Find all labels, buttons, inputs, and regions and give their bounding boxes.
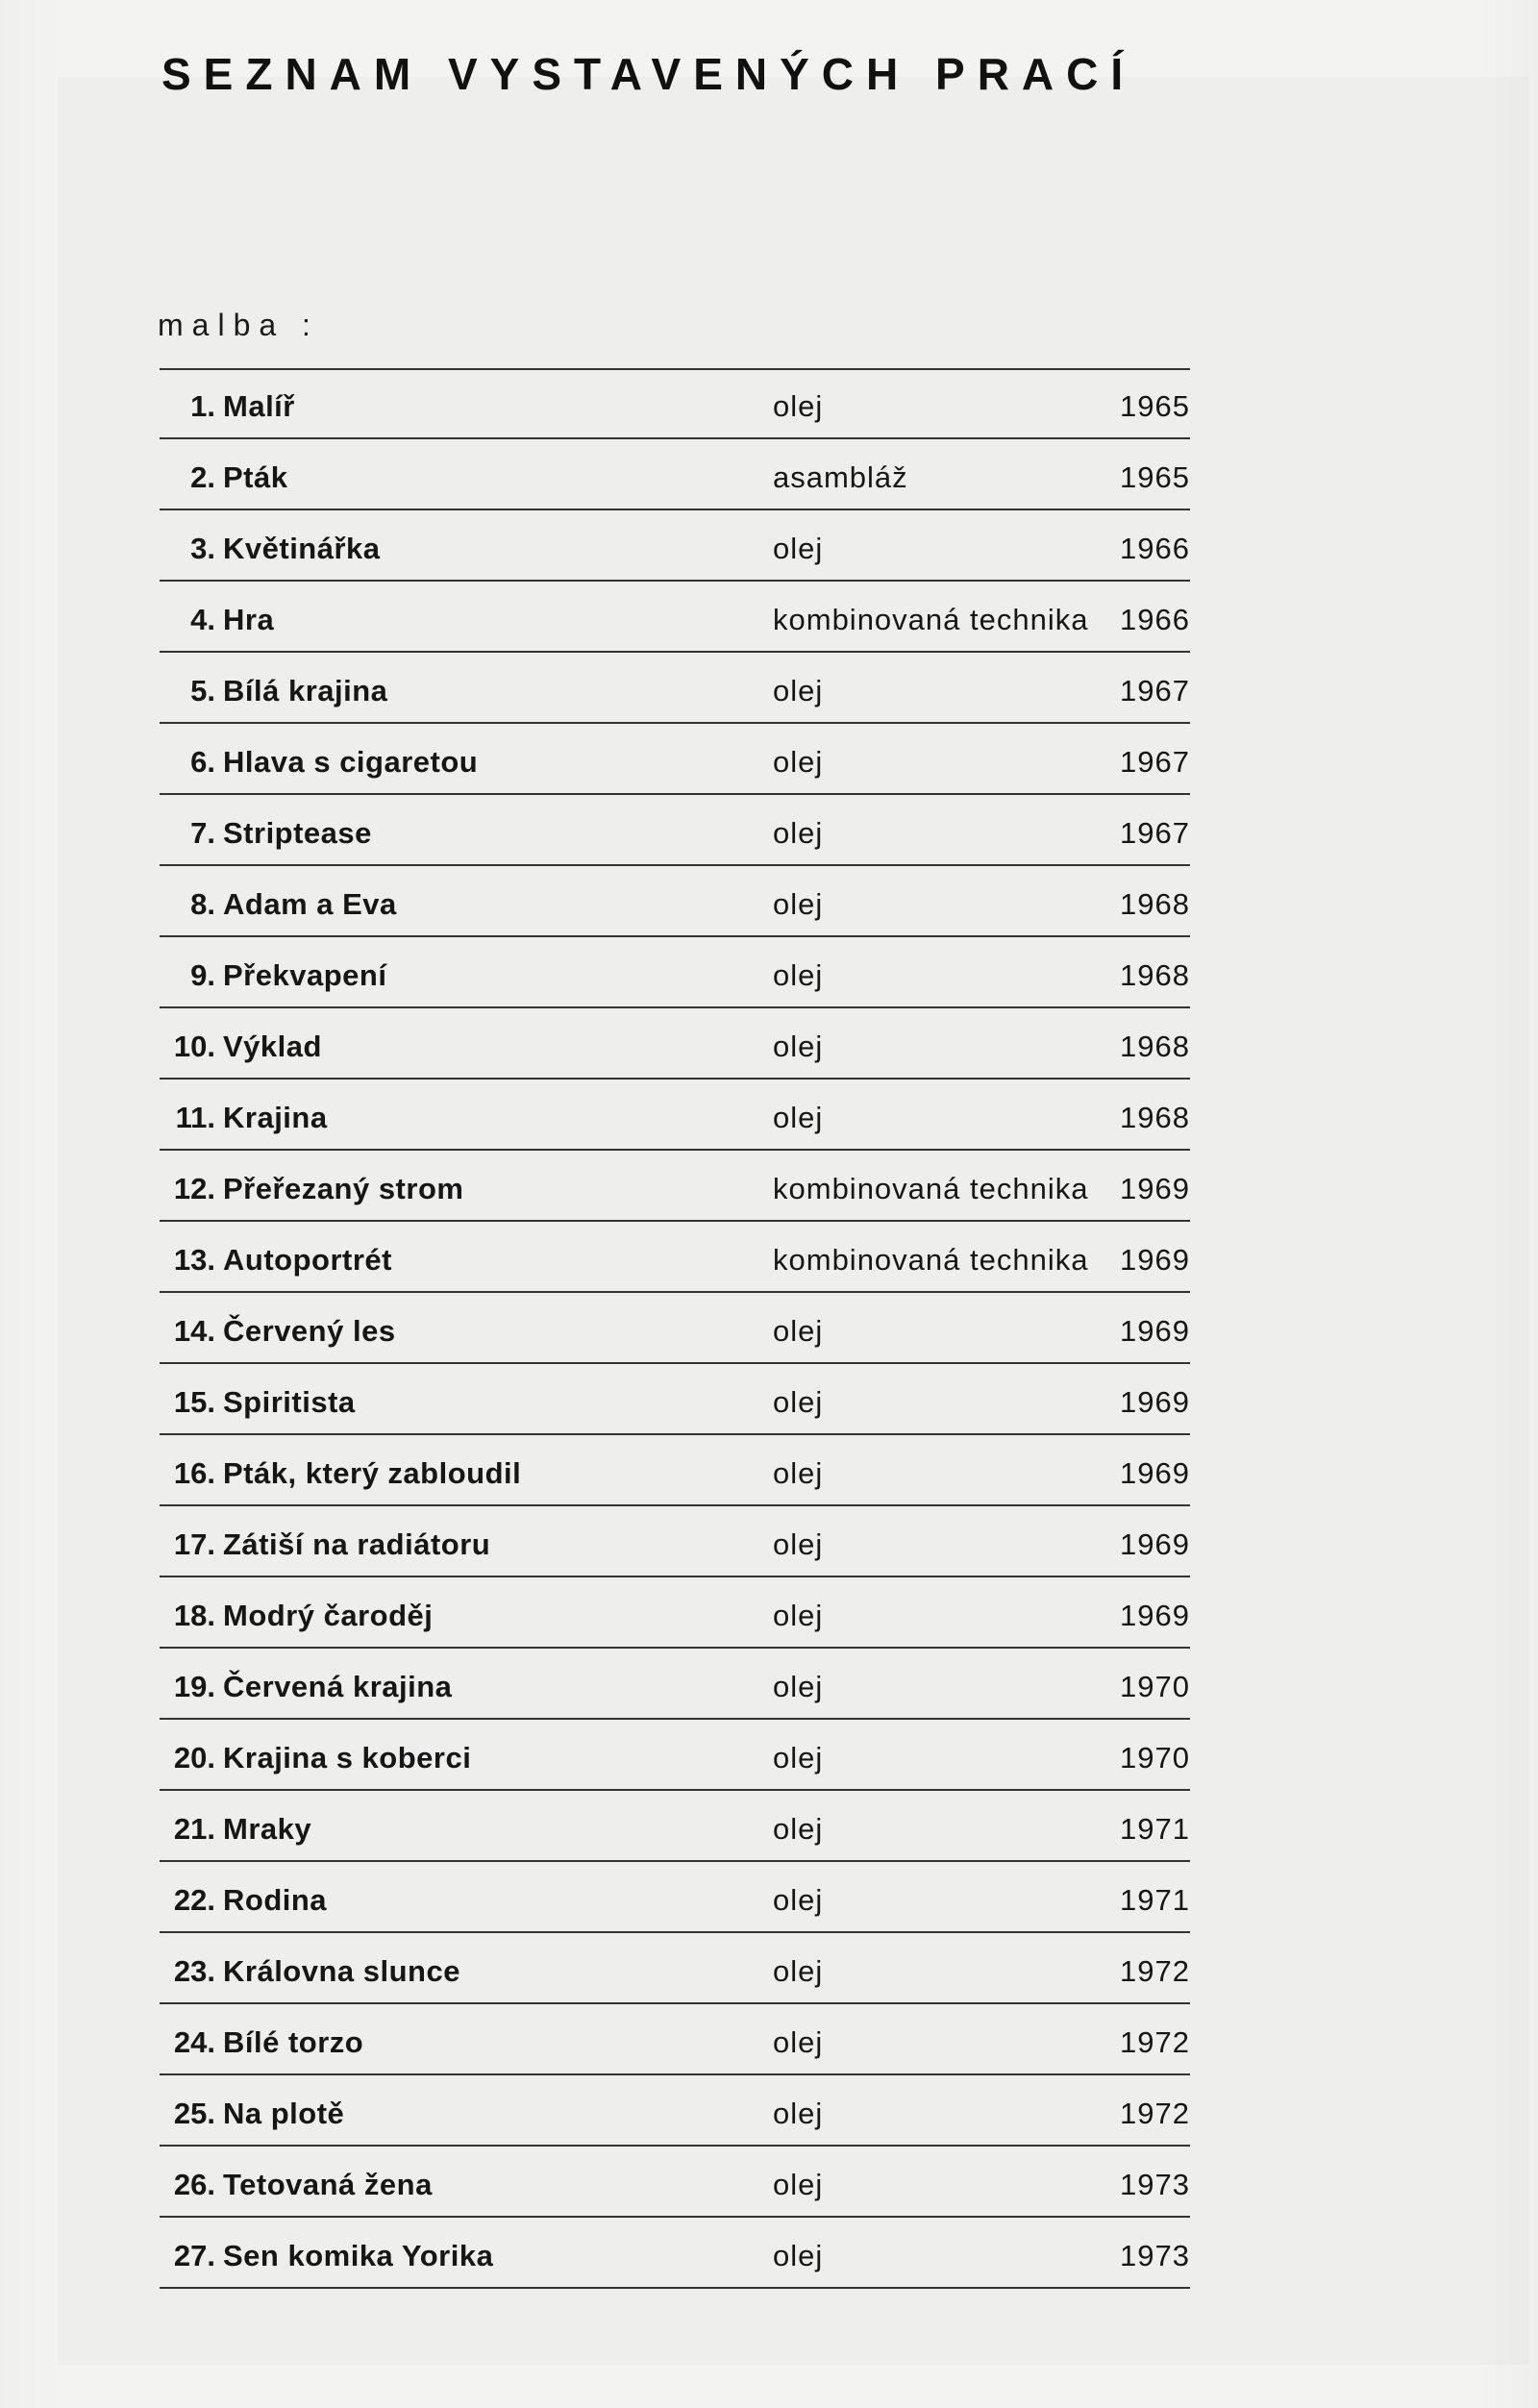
work-title: Malíř <box>223 389 295 423</box>
work-title: Adam a Eva <box>223 887 397 921</box>
work-title: Bílé torzo <box>223 2025 364 2059</box>
table-row <box>160 2220 1190 2289</box>
work-year: 1967 <box>1120 674 1190 708</box>
work-year: 1966 <box>1120 603 1190 636</box>
work-title: Striptease <box>223 816 372 850</box>
work-technique: olej <box>773 1670 824 1703</box>
work-number: 20. <box>173 1741 215 1775</box>
work-year: 1969 <box>1120 1243 1190 1277</box>
work-year: 1968 <box>1120 1030 1190 1063</box>
work-title: Výklad <box>223 1030 322 1063</box>
work-year: 1969 <box>1120 1527 1190 1561</box>
work-technique: olej <box>773 1030 824 1063</box>
work-title: Krajina <box>223 1101 328 1134</box>
work-technique: kombinovaná technika <box>773 603 1089 636</box>
work-number: 5. <box>190 674 215 708</box>
work-number: 17. <box>173 1527 215 1561</box>
work-title: Autoportrét <box>223 1243 392 1277</box>
work-number: 19. <box>173 1670 215 1703</box>
work-number: 23. <box>173 1954 215 1988</box>
work-year: 1965 <box>1120 389 1190 423</box>
work-number: 27. <box>173 2239 215 2272</box>
work-title: Sen komika Yorika <box>223 2239 494 2272</box>
work-number: 22. <box>173 1883 215 1917</box>
work-number: 9. <box>190 958 215 992</box>
work-year: 1973 <box>1120 2168 1190 2201</box>
work-number: 1. <box>190 389 215 423</box>
work-technique: olej <box>773 674 824 708</box>
work-year: 1969 <box>1120 1456 1190 1490</box>
work-title: Tetovaná žena <box>223 2168 433 2201</box>
work-title: Mraky <box>223 1812 312 1846</box>
work-technique: olej <box>773 532 824 565</box>
work-year: 1971 <box>1120 1883 1190 1917</box>
table-row <box>160 512 1190 582</box>
work-technique: olej <box>773 2239 824 2272</box>
table-row <box>160 2006 1190 2075</box>
work-title: Spiritista <box>223 1385 356 1419</box>
work-title: Hlava s cigaretou <box>223 745 479 779</box>
work-technique: olej <box>773 1599 824 1632</box>
table-row <box>160 441 1190 510</box>
table-row <box>160 1224 1190 1293</box>
work-title: Modrý čaroděj <box>223 1599 434 1632</box>
work-number: 10. <box>173 1030 215 1063</box>
work-technique: olej <box>773 2025 824 2059</box>
table-row <box>160 2148 1190 2218</box>
table-row <box>160 2077 1190 2147</box>
work-number: 3. <box>190 532 215 565</box>
work-year: 1968 <box>1120 887 1190 921</box>
table-row <box>160 726 1190 795</box>
table-row <box>160 1579 1190 1649</box>
work-number: 25. <box>173 2097 215 2130</box>
work-number: 2. <box>190 460 215 494</box>
work-title: Rodina <box>223 1883 328 1917</box>
work-number: 6. <box>190 745 215 779</box>
work-title: Červený les <box>223 1314 396 1348</box>
work-technique: olej <box>773 745 824 779</box>
table-row <box>160 583 1190 653</box>
table-row <box>160 1508 1190 1577</box>
work-year: 1969 <box>1120 1599 1190 1632</box>
table-row <box>160 1295 1190 1364</box>
work-year: 1972 <box>1120 1954 1190 1988</box>
table-row <box>160 1722 1190 1791</box>
work-number: 21. <box>173 1812 215 1846</box>
work-title: Zátiší na radiátoru <box>223 1527 491 1561</box>
work-technique: asambláž <box>773 460 908 494</box>
work-year: 1968 <box>1120 1101 1190 1134</box>
work-technique: olej <box>773 887 824 921</box>
work-year: 1972 <box>1120 2097 1190 2130</box>
work-technique: olej <box>773 1314 824 1348</box>
work-number: 4. <box>190 603 215 636</box>
work-year: 1969 <box>1120 1172 1190 1205</box>
work-technique: kombinovaná technika <box>773 1172 1089 1205</box>
work-technique: olej <box>773 1385 824 1419</box>
work-year: 1972 <box>1120 2025 1190 2059</box>
work-year: 1967 <box>1120 745 1190 779</box>
work-technique: olej <box>773 958 824 992</box>
table-row <box>160 1793 1190 1862</box>
work-year: 1970 <box>1120 1670 1190 1703</box>
work-number: 24. <box>173 2025 215 2059</box>
work-year: 1965 <box>1120 460 1190 494</box>
work-technique: olej <box>773 1954 824 1988</box>
work-title: Pták, který zabloudil <box>223 1456 522 1490</box>
work-year: 1970 <box>1120 1741 1190 1775</box>
table-row <box>160 1437 1190 1506</box>
work-year: 1967 <box>1120 816 1190 850</box>
work-technique: olej <box>773 2097 824 2130</box>
work-title: Královna slunce <box>223 1954 460 1988</box>
work-title: Hra <box>223 603 275 636</box>
table-row <box>160 1081 1190 1151</box>
work-title: Přeřezaný strom <box>223 1172 464 1205</box>
table-row <box>160 797 1190 866</box>
work-number: 12. <box>173 1172 215 1205</box>
work-title: Pták <box>223 460 288 494</box>
work-technique: olej <box>773 1527 824 1561</box>
work-number: 26. <box>173 2168 215 2201</box>
work-technique: olej <box>773 1812 824 1846</box>
work-technique: olej <box>773 1883 824 1917</box>
section-label: malba : <box>158 308 319 342</box>
work-number: 11. <box>175 1101 215 1134</box>
table-row <box>160 1935 1190 2004</box>
work-technique: olej <box>773 1741 824 1775</box>
work-title: Krajina s koberci <box>223 1741 472 1775</box>
work-title: Na plotě <box>223 2097 345 2130</box>
table-row <box>160 1651 1190 1720</box>
work-title: Červená krajina <box>223 1670 453 1703</box>
work-technique: olej <box>773 389 824 423</box>
table-row <box>160 1366 1190 1435</box>
work-number: 14. <box>173 1314 215 1348</box>
work-technique: kombinovaná technika <box>773 1243 1089 1277</box>
table-row <box>160 1010 1190 1080</box>
table-row <box>160 655 1190 724</box>
work-number: 8. <box>190 887 215 921</box>
work-number: 13. <box>173 1243 215 1277</box>
work-year: 1969 <box>1120 1385 1190 1419</box>
work-technique: olej <box>773 2168 824 2201</box>
work-title: Bílá krajina <box>223 674 388 708</box>
work-number: 7. <box>190 816 215 850</box>
work-year: 1966 <box>1120 532 1190 565</box>
work-technique: olej <box>773 816 824 850</box>
works-table <box>160 368 1190 2291</box>
work-year: 1971 <box>1120 1812 1190 1846</box>
page-title: SEZNAM VYSTAVENÝCH PRACÍ <box>161 49 1136 99</box>
work-title: Překvapení <box>223 958 387 992</box>
table-row <box>160 868 1190 937</box>
work-year: 1969 <box>1120 1314 1190 1348</box>
work-number: 16. <box>173 1456 215 1490</box>
work-year: 1973 <box>1120 2239 1190 2272</box>
work-number: 18. <box>173 1599 215 1632</box>
table-row <box>160 1864 1190 1933</box>
work-year: 1968 <box>1120 958 1190 992</box>
work-title: Květinářka <box>223 532 381 565</box>
table-row <box>160 939 1190 1008</box>
table-row <box>160 1153 1190 1222</box>
work-technique: olej <box>773 1456 824 1490</box>
work-number: 15. <box>173 1385 215 1419</box>
work-technique: olej <box>773 1101 824 1134</box>
table-row <box>160 370 1190 439</box>
